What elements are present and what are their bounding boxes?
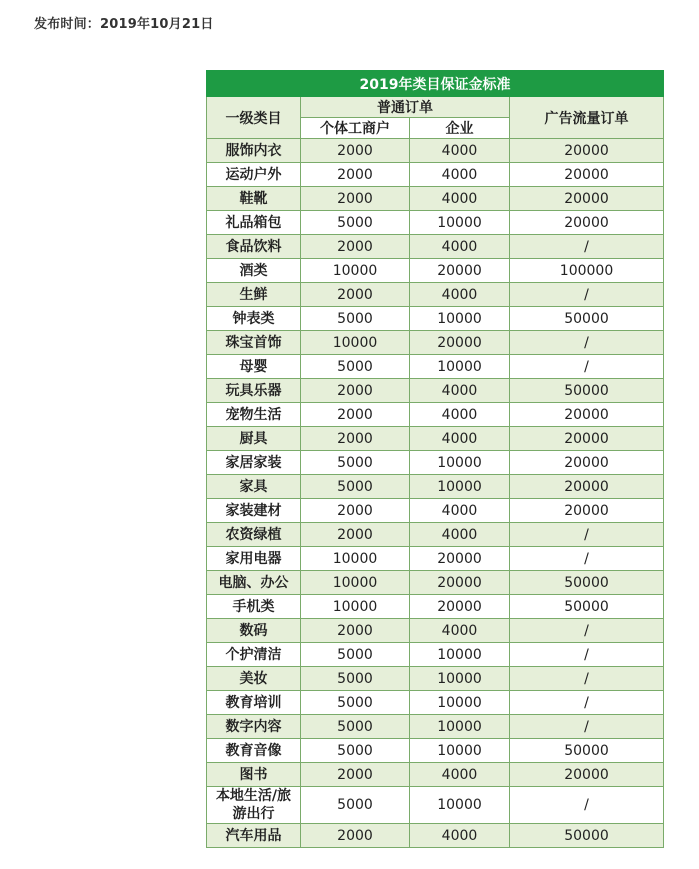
ad-deposit-cell: /: [510, 643, 664, 667]
enterprise-deposit-cell: 4000: [410, 824, 510, 848]
table-title: 2019年类目保证金标准: [207, 71, 664, 97]
header-ad-order: 广告流量订单: [510, 97, 664, 139]
category-cell: 母婴: [207, 355, 301, 379]
category-cell: 生鲜: [207, 283, 301, 307]
category-cell: 农资绿植: [207, 523, 301, 547]
category-cell: 服饰内衣: [207, 139, 301, 163]
table-row: [207, 691, 664, 715]
individual-deposit-cell: 2000: [301, 403, 410, 427]
enterprise-deposit-cell: 4000: [410, 523, 510, 547]
header-category: 一级类目: [207, 97, 301, 139]
ad-deposit-cell: /: [510, 355, 664, 379]
category-cell: 钟表类: [207, 307, 301, 331]
individual-deposit-cell: 5000: [301, 739, 410, 763]
table-row: [207, 331, 664, 355]
enterprise-deposit-cell: 4000: [410, 499, 510, 523]
individual-deposit-cell: 2000: [301, 763, 410, 787]
category-cell: 酒类: [207, 259, 301, 283]
ad-deposit-cell: /: [510, 235, 664, 259]
ad-deposit-cell: 20000: [510, 499, 664, 523]
enterprise-deposit-cell: 10000: [410, 475, 510, 499]
individual-deposit-cell: 2000: [301, 235, 410, 259]
enterprise-deposit-cell: 10000: [410, 355, 510, 379]
category-cell: 电脑、办公: [207, 571, 301, 595]
table-row: [207, 595, 664, 619]
table-row: [207, 211, 664, 235]
table-row: [207, 523, 664, 547]
table-row: [207, 427, 664, 451]
enterprise-deposit-cell: 4000: [410, 187, 510, 211]
individual-deposit-cell: 10000: [301, 595, 410, 619]
table-row: [207, 571, 664, 595]
individual-deposit-cell: 5000: [301, 307, 410, 331]
enterprise-deposit-cell: 10000: [410, 667, 510, 691]
ad-deposit-cell: 20000: [510, 139, 664, 163]
table-row: [207, 355, 664, 379]
category-cell: 家具: [207, 475, 301, 499]
ad-deposit-cell: /: [510, 787, 664, 824]
ad-deposit-cell: 20000: [510, 211, 664, 235]
table-row: [207, 547, 664, 571]
enterprise-deposit-cell: 10000: [410, 307, 510, 331]
category-cell: 教育音像: [207, 739, 301, 763]
table-row: [207, 787, 664, 824]
individual-deposit-cell: 2000: [301, 163, 410, 187]
ad-deposit-cell: 20000: [510, 451, 664, 475]
enterprise-deposit-cell: 10000: [410, 739, 510, 763]
individual-deposit-cell: 5000: [301, 667, 410, 691]
category-cell: 宠物生活: [207, 403, 301, 427]
category-cell: 鞋靴: [207, 187, 301, 211]
individual-deposit-cell: 5000: [301, 643, 410, 667]
table-row: [207, 235, 664, 259]
enterprise-deposit-cell: 10000: [410, 715, 510, 739]
enterprise-deposit-cell: 10000: [410, 691, 510, 715]
table-row: [207, 259, 664, 283]
ad-deposit-cell: /: [510, 667, 664, 691]
individual-deposit-cell: 2000: [301, 824, 410, 848]
enterprise-deposit-cell: 4000: [410, 163, 510, 187]
individual-deposit-cell: 2000: [301, 499, 410, 523]
enterprise-deposit-cell: 20000: [410, 547, 510, 571]
individual-deposit-cell: 2000: [301, 187, 410, 211]
table-row: [207, 619, 664, 643]
individual-deposit-cell: 2000: [301, 139, 410, 163]
ad-deposit-cell: /: [510, 331, 664, 355]
table-row: [207, 451, 664, 475]
table-row: [207, 739, 664, 763]
table-row: [207, 379, 664, 403]
individual-deposit-cell: 5000: [301, 715, 410, 739]
ad-deposit-cell: 20000: [510, 403, 664, 427]
category-cell: 运动户外: [207, 163, 301, 187]
individual-deposit-cell: 5000: [301, 451, 410, 475]
category-cell: 手机类: [207, 595, 301, 619]
individual-deposit-cell: 5000: [301, 691, 410, 715]
ad-deposit-cell: 100000: [510, 259, 664, 283]
ad-deposit-cell: 20000: [510, 427, 664, 451]
enterprise-deposit-cell: 4000: [410, 235, 510, 259]
enterprise-deposit-cell: 10000: [410, 211, 510, 235]
individual-deposit-cell: 5000: [301, 475, 410, 499]
table-row: [207, 643, 664, 667]
ad-deposit-cell: 20000: [510, 187, 664, 211]
individual-deposit-cell: 2000: [301, 427, 410, 451]
enterprise-deposit-cell: 4000: [410, 139, 510, 163]
category-cell: 家居家装: [207, 451, 301, 475]
category-cell: 礼品箱包: [207, 211, 301, 235]
enterprise-deposit-cell: 20000: [410, 571, 510, 595]
enterprise-deposit-cell: 20000: [410, 595, 510, 619]
category-cell: 玩具乐器: [207, 379, 301, 403]
ad-deposit-cell: 20000: [510, 475, 664, 499]
table-row: [207, 824, 664, 848]
category-cell: 珠宝首饰: [207, 331, 301, 355]
deposit-standard-table: [206, 70, 664, 848]
table-row: [207, 403, 664, 427]
category-cell: 本地生活/旅游出行: [207, 787, 301, 824]
ad-deposit-cell: 20000: [510, 763, 664, 787]
individual-deposit-cell: 5000: [301, 355, 410, 379]
category-cell: 教育培训: [207, 691, 301, 715]
ad-deposit-cell: 50000: [510, 379, 664, 403]
header-individual: 个体工商户: [301, 118, 410, 139]
enterprise-deposit-cell: 4000: [410, 379, 510, 403]
table-row: [207, 715, 664, 739]
ad-deposit-cell: 20000: [510, 163, 664, 187]
category-cell: 厨具: [207, 427, 301, 451]
category-cell: 家装建材: [207, 499, 301, 523]
ad-deposit-cell: 50000: [510, 595, 664, 619]
table-row: [207, 475, 664, 499]
individual-deposit-cell: 2000: [301, 523, 410, 547]
ad-deposit-cell: /: [510, 619, 664, 643]
category-cell: 数码: [207, 619, 301, 643]
enterprise-deposit-cell: 4000: [410, 283, 510, 307]
enterprise-deposit-cell: 4000: [410, 403, 510, 427]
table-row: [207, 307, 664, 331]
individual-deposit-cell: 5000: [301, 211, 410, 235]
table-row: [207, 187, 664, 211]
category-cell: 美妆: [207, 667, 301, 691]
ad-deposit-cell: 50000: [510, 571, 664, 595]
individual-deposit-cell: 2000: [301, 379, 410, 403]
ad-deposit-cell: /: [510, 547, 664, 571]
category-cell: 汽车用品: [207, 824, 301, 848]
enterprise-deposit-cell: 4000: [410, 619, 510, 643]
table-row: [207, 667, 664, 691]
individual-deposit-cell: 10000: [301, 547, 410, 571]
table-body: [207, 139, 664, 848]
enterprise-deposit-cell: 4000: [410, 763, 510, 787]
ad-deposit-cell: /: [510, 691, 664, 715]
enterprise-deposit-cell: 10000: [410, 787, 510, 824]
table-row: [207, 499, 664, 523]
ad-deposit-cell: 50000: [510, 824, 664, 848]
enterprise-deposit-cell: 20000: [410, 259, 510, 283]
enterprise-deposit-cell: 10000: [410, 643, 510, 667]
header-normal-order: 普通订单: [301, 97, 510, 118]
category-cell: 家用电器: [207, 547, 301, 571]
ad-deposit-cell: /: [510, 715, 664, 739]
header-enterprise: 企业: [410, 118, 510, 139]
table-row: [207, 283, 664, 307]
ad-deposit-cell: 50000: [510, 307, 664, 331]
enterprise-deposit-cell: 10000: [410, 451, 510, 475]
individual-deposit-cell: 10000: [301, 571, 410, 595]
individual-deposit-cell: 5000: [301, 787, 410, 824]
individual-deposit-cell: 2000: [301, 283, 410, 307]
table-row: [207, 139, 664, 163]
enterprise-deposit-cell: 4000: [410, 427, 510, 451]
category-cell: 个护清洁: [207, 643, 301, 667]
category-cell: 图书: [207, 763, 301, 787]
ad-deposit-cell: 50000: [510, 739, 664, 763]
ad-deposit-cell: /: [510, 283, 664, 307]
category-cell: 食品饮料: [207, 235, 301, 259]
individual-deposit-cell: 2000: [301, 619, 410, 643]
individual-deposit-cell: 10000: [301, 259, 410, 283]
individual-deposit-cell: 10000: [301, 331, 410, 355]
enterprise-deposit-cell: 20000: [410, 331, 510, 355]
ad-deposit-cell: /: [510, 523, 664, 547]
category-cell: 数字内容: [207, 715, 301, 739]
table-row: [207, 763, 664, 787]
publish-time: 发布时间：2019年10月21日: [34, 17, 214, 32]
table-row: [207, 163, 664, 187]
